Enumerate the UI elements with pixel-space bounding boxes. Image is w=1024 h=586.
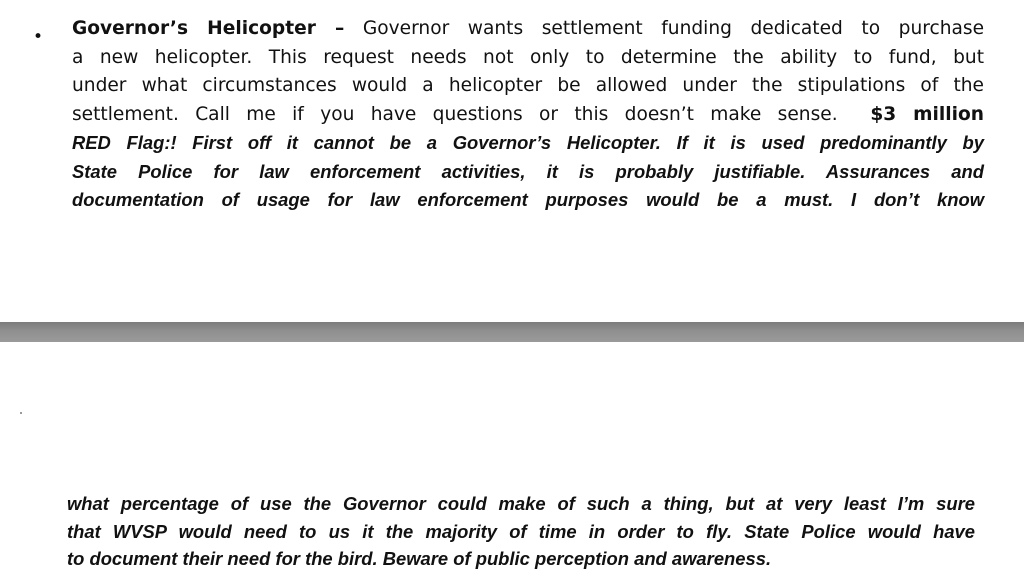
paragraph-text: settlement. Call me if you have questions or this doesn’t make sense. [72,103,838,125]
paragraph-line-1 [72,15,984,44]
paragraph-line-2: a new helicopter. This request needs not only to determine the ability to fund, but [72,46,984,68]
comment-line-3: documentation of usage for law enforcement purposes would be a must. I don’t know [72,189,984,210]
paragraph-text: Governor wants settlement funding dedicated to purchase [344,18,985,39]
page-break-divider [0,322,1024,342]
comment-line-1: RED Flag:! First off it cannot be a Governor’s Helicopter. If it is used predominantly by [72,132,984,153]
paragraph-line-4 [72,101,984,130]
paragraph-line-3: under what circumstances would a helicopter be allowed under the stipulations of the [72,75,984,96]
funding-amount: $3 million [870,103,984,125]
helicopter-paragraph [72,15,984,215]
document-page-bottom [0,342,1024,586]
comment-continuation [67,490,975,573]
scan-speck [20,412,22,414]
comment-line-2: State Police for law enforcement activities, it is probably justifiable. Assurances and [72,160,984,182]
comment-line-4: what percentage of use the Governor could make of such a thing, but at very least I’m sure [67,493,975,514]
comment-line-6: to document their need for the bird. Beware of public perception and awareness. [67,548,772,569]
section-heading: Governor’s Helicopter – [72,18,345,39]
bullet-point: • [33,27,44,47]
comment-line-5: that WVSP would need to us it the majority of time in order to fly. State Police would have [67,520,975,542]
